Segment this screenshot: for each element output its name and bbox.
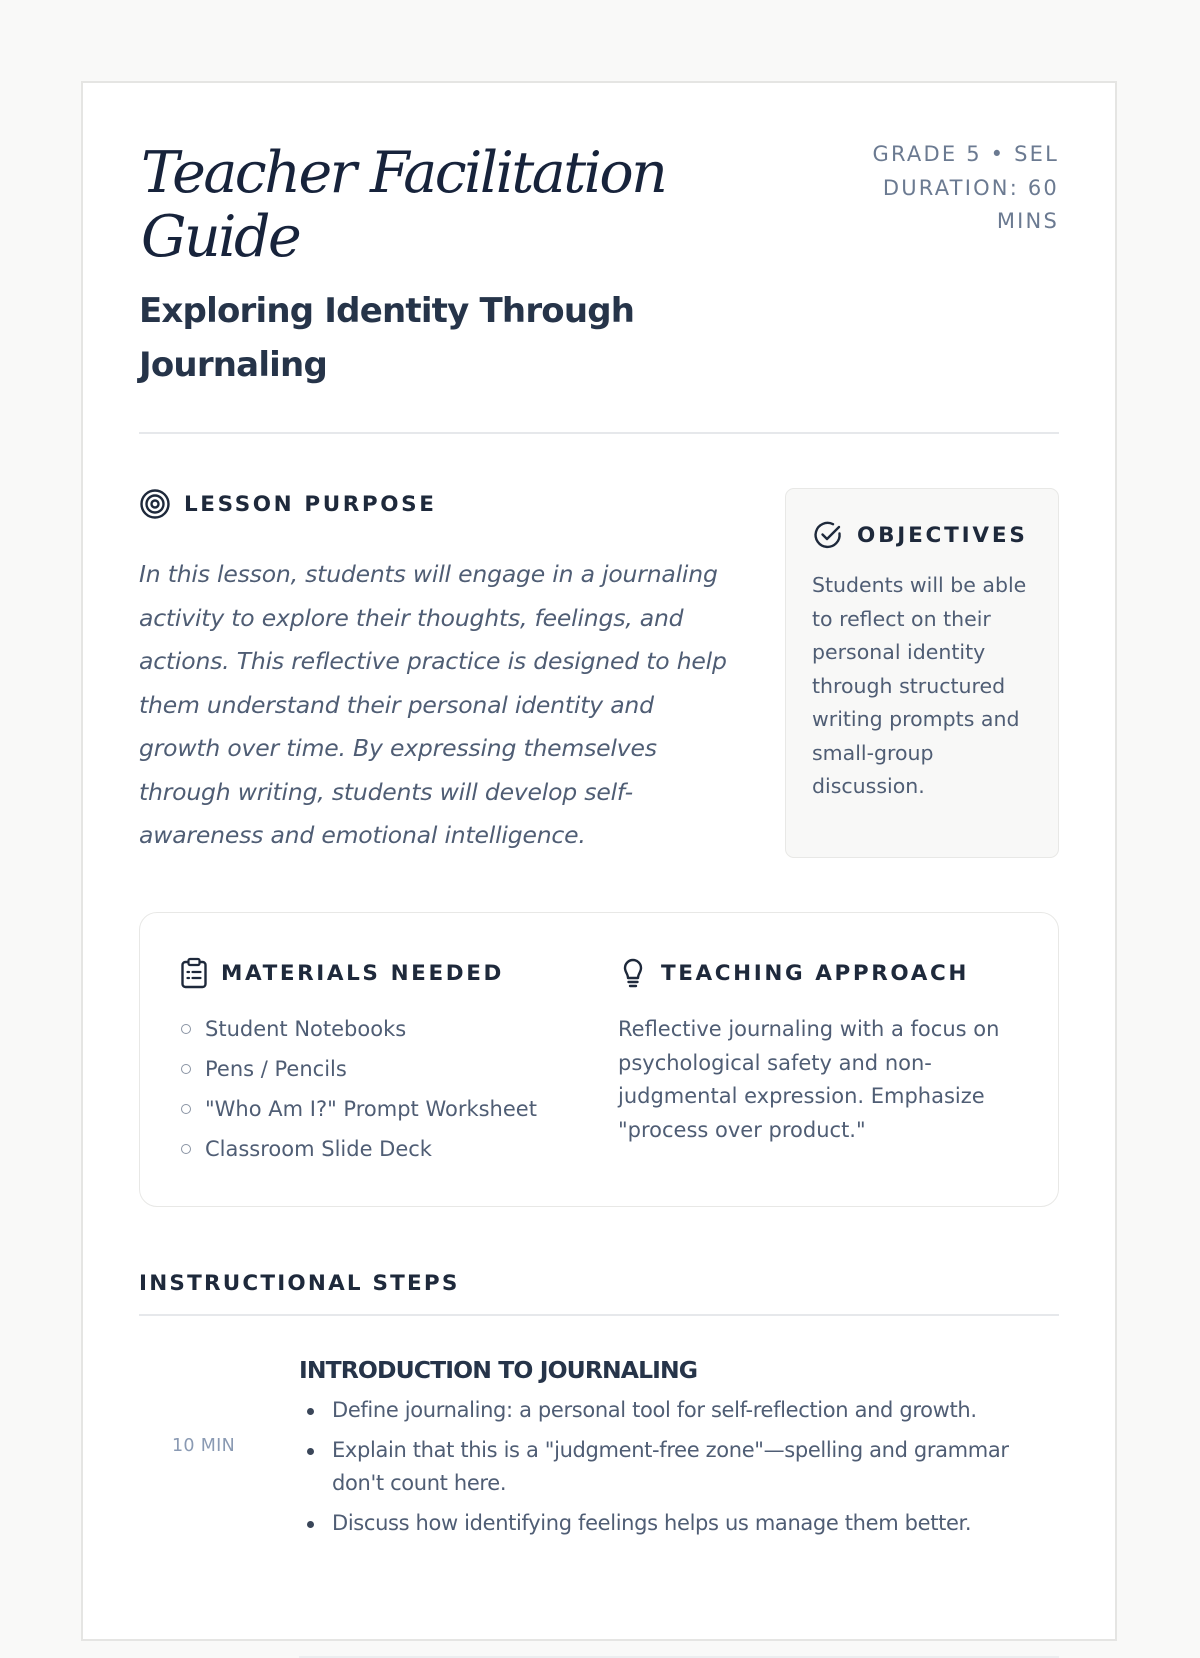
- material-label: Pens / Pencils: [205, 1057, 347, 1081]
- lesson-subtitle: Exploring Identity Through Journaling: [139, 291, 635, 385]
- ring-bullet-icon: [181, 1064, 191, 1074]
- ring-bullet-icon: [181, 1104, 191, 1114]
- ring-bullet-icon: [181, 1024, 191, 1034]
- lesson-meta: [839, 138, 1059, 239]
- approach-heading: [618, 957, 1018, 989]
- step-duration: 10 MIN: [172, 1436, 235, 1456]
- lesson-purpose-text: In this lesson, students will engage in a journaling activity to explore their thoughts, feelings, and actions. This reflective practice is designed to help them understand their personal identity and growth over time. By expressing themselves through writing, students will develop self-awareness and emotional intelligence.: [139, 560, 727, 849]
- step-bullet: Discuss how identifying feelings helps us manage them better.: [299, 1507, 1059, 1541]
- materials-list: [180, 1009, 590, 1169]
- lesson-purpose-title: LESSON PURPOSE: [184, 491, 437, 517]
- step-bullets: [299, 1394, 1059, 1540]
- grade-subject-label: GRADE 5 • SEL: [872, 142, 1059, 166]
- approach-title: TEACHING APPROACH: [661, 960, 969, 986]
- steps-divider: [139, 1314, 1059, 1316]
- step-bullet: Define journaling: a personal tool for self-reflection and growth.: [299, 1394, 1059, 1428]
- step-bullet: Explain that this is a "judgment-free zone"—spelling and grammar don't count here.: [299, 1434, 1059, 1501]
- instructional-steps-heading: INSTRUCTIONAL STEPS: [139, 1271, 460, 1296]
- materials-title: MATERIALS NEEDED: [221, 960, 504, 986]
- lightbulb-icon: [618, 957, 648, 989]
- check-circle-icon: [812, 519, 844, 551]
- ring-bullet-icon: [181, 1144, 191, 1154]
- material-item: [180, 1049, 590, 1089]
- guide-header: [139, 83, 1059, 433]
- duration-label: DURATION: 60 MINS: [882, 175, 1059, 233]
- step-divider: [299, 1656, 1059, 1658]
- approach-text: Reflective journaling with a focus on psychological safety and non-judgmental expression. Emphasize "process over product.": [618, 1017, 1000, 1142]
- objectives-text: Students will be able to reflect on their personal identity through structured writing prompts and small-group discussion.: [812, 573, 1027, 798]
- guide-page: [81, 81, 1117, 1641]
- objectives-title: OBJECTIVES: [857, 522, 1028, 548]
- materials-heading: [180, 957, 590, 989]
- material-label: Student Notebooks: [205, 1017, 407, 1041]
- page-content: [139, 83, 1059, 1535]
- material-label: "Who Am I?" Prompt Worksheet: [205, 1097, 537, 1121]
- lesson-purpose-heading: [139, 488, 739, 520]
- material-item: [180, 1009, 590, 1049]
- clipboard-icon: [180, 957, 208, 989]
- material-label: Classroom Slide Deck: [205, 1137, 432, 1161]
- step-title: INTRODUCTION TO JOURNALING: [299, 1356, 698, 1384]
- materials-approach-card: [139, 912, 1059, 1207]
- objectives-heading: [812, 519, 1032, 551]
- objectives-box: [785, 488, 1059, 858]
- approach-column: [618, 957, 1018, 1147]
- materials-column: [180, 957, 590, 1169]
- header-divider: [139, 432, 1059, 434]
- page-title: Teacher Facilitation Guide: [141, 140, 666, 270]
- material-item: [180, 1129, 590, 1169]
- step-body: [299, 1356, 1059, 1546]
- material-item: [180, 1089, 590, 1129]
- target-icon: [139, 488, 171, 520]
- lesson-purpose-section: [139, 488, 739, 881]
